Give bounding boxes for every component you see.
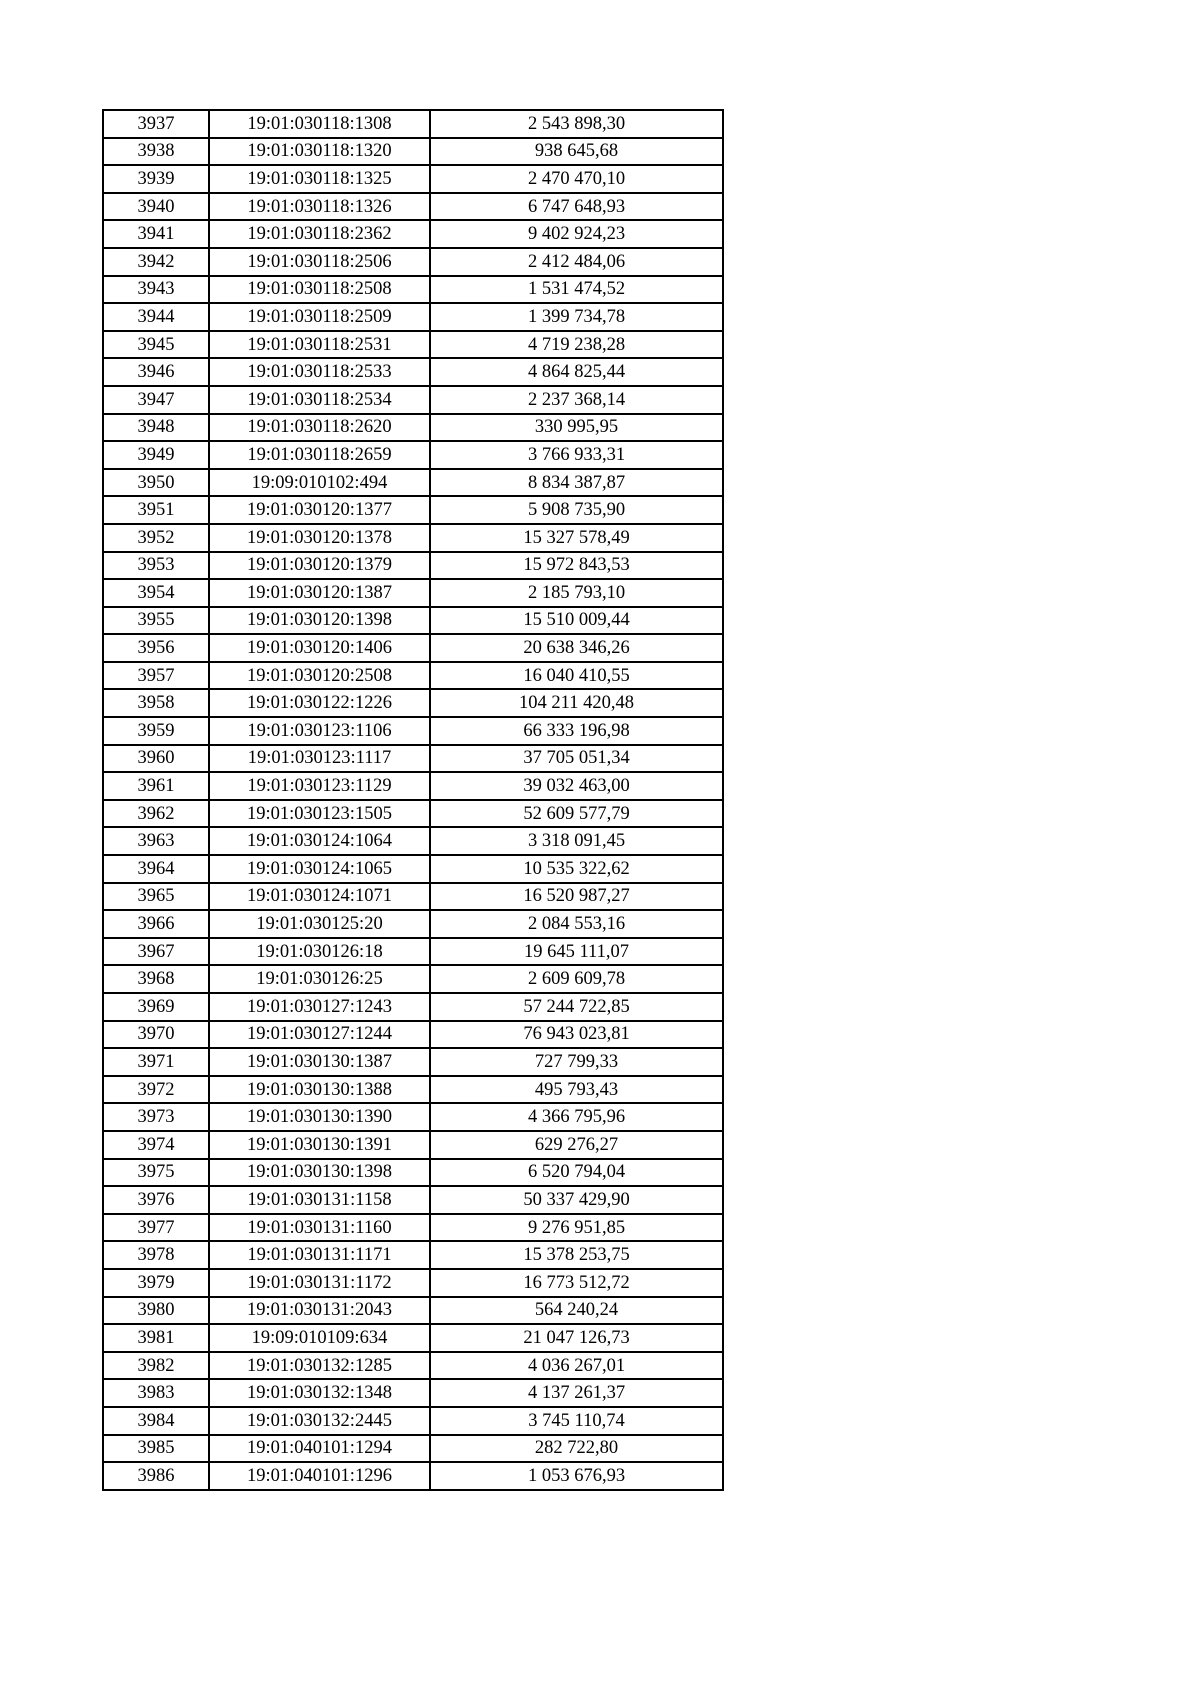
table-row — [103, 331, 723, 359]
row-number-cell: 3951 — [103, 496, 209, 524]
table-row — [103, 165, 723, 193]
cadastral-value-cell: 282 722,80 — [430, 1435, 723, 1463]
cadastral-number-cell: 19:01:030123:1505 — [209, 800, 430, 828]
cadastral-number-cell: 19:01:030120:1377 — [209, 496, 430, 524]
table-body — [103, 110, 723, 1490]
cadastral-value-cell: 5 908 735,90 — [430, 496, 723, 524]
cadastral-number-cell: 19:01:030118:2509 — [209, 303, 430, 331]
cadastral-number-cell: 19:01:030131:1158 — [209, 1186, 430, 1214]
cadastral-value-cell: 727 799,33 — [430, 1048, 723, 1076]
table-row — [103, 552, 723, 580]
cadastral-value-cell: 57 244 722,85 — [430, 993, 723, 1021]
cadastral-value-cell: 15 378 253,75 — [430, 1241, 723, 1269]
cadastral-number-cell: 19:01:030127:1243 — [209, 993, 430, 1021]
cadastral-number-cell: 19:01:030123:1117 — [209, 745, 430, 773]
row-number-cell: 3943 — [103, 276, 209, 304]
cadastral-number-cell: 19:01:030118:2362 — [209, 220, 430, 248]
cadastral-number-cell: 19:01:030118:2620 — [209, 414, 430, 442]
row-number-cell: 3985 — [103, 1435, 209, 1463]
table-row — [103, 469, 723, 497]
cadastral-number-cell: 19:01:030125:20 — [209, 910, 430, 938]
cadastral-value-cell: 8 834 387,87 — [430, 469, 723, 497]
table-row — [103, 1407, 723, 1435]
cadastral-number-cell: 19:01:030124:1071 — [209, 883, 430, 911]
cadastral-number-cell: 19:01:030132:2445 — [209, 1407, 430, 1435]
table-row — [103, 1269, 723, 1297]
row-number-cell: 3944 — [103, 303, 209, 331]
table-row — [103, 1103, 723, 1131]
cadastral-value-cell: 39 032 463,00 — [430, 772, 723, 800]
cadastral-number-cell: 19:01:030120:1387 — [209, 579, 430, 607]
row-number-cell: 3969 — [103, 993, 209, 1021]
cadastral-value-cell: 4 036 267,01 — [430, 1352, 723, 1380]
table-row — [103, 1379, 723, 1407]
row-number-cell: 3937 — [103, 110, 209, 138]
cadastral-value-cell: 495 793,43 — [430, 1076, 723, 1104]
row-number-cell: 3947 — [103, 386, 209, 414]
row-number-cell: 3982 — [103, 1352, 209, 1380]
table-row — [103, 579, 723, 607]
cadastral-number-cell: 19:01:030132:1285 — [209, 1352, 430, 1380]
row-number-cell: 3965 — [103, 883, 209, 911]
row-number-cell: 3980 — [103, 1297, 209, 1325]
row-number-cell: 3972 — [103, 1076, 209, 1104]
cadastral-value-cell: 50 337 429,90 — [430, 1186, 723, 1214]
table-row — [103, 855, 723, 883]
cadastral-number-cell: 19:01:030130:1388 — [209, 1076, 430, 1104]
cadastral-number-cell: 19:01:030127:1244 — [209, 1021, 430, 1049]
table-row — [103, 1159, 723, 1187]
cadastral-value-cell: 66 333 196,98 — [430, 717, 723, 745]
row-number-cell: 3963 — [103, 827, 209, 855]
row-number-cell: 3953 — [103, 552, 209, 580]
cadastral-number-cell: 19:01:030118:2531 — [209, 331, 430, 359]
cadastral-number-cell: 19:01:030131:1172 — [209, 1269, 430, 1297]
cadastral-value-cell: 52 609 577,79 — [430, 800, 723, 828]
row-number-cell: 3957 — [103, 662, 209, 690]
cadastral-value-cell: 1 053 676,93 — [430, 1462, 723, 1490]
cadastral-number-cell: 19:01:030124:1064 — [209, 827, 430, 855]
cadastral-number-cell: 19:01:030124:1065 — [209, 855, 430, 883]
row-number-cell: 3959 — [103, 717, 209, 745]
cadastral-number-cell: 19:09:010102:494 — [209, 469, 430, 497]
cadastral-value-cell: 104 211 420,48 — [430, 689, 723, 717]
table-row — [103, 717, 723, 745]
table-row — [103, 745, 723, 773]
table-row — [103, 689, 723, 717]
table-row — [103, 827, 723, 855]
cadastral-value-cell: 938 645,68 — [430, 138, 723, 166]
cadastral-number-cell: 19:01:030131:1160 — [209, 1214, 430, 1242]
table-row — [103, 496, 723, 524]
table-row — [103, 303, 723, 331]
cadastral-number-cell: 19:09:010109:634 — [209, 1324, 430, 1352]
cadastral-value-cell: 16 773 512,72 — [430, 1269, 723, 1297]
row-number-cell: 3938 — [103, 138, 209, 166]
table-row — [103, 110, 723, 138]
table-row — [103, 800, 723, 828]
row-number-cell: 3949 — [103, 441, 209, 469]
cadastral-value-cell: 4 719 238,28 — [430, 331, 723, 359]
cadastral-value-cell: 20 638 346,26 — [430, 634, 723, 662]
table-row — [103, 524, 723, 552]
cadastral-value-cell: 76 943 023,81 — [430, 1021, 723, 1049]
table-row — [103, 1324, 723, 1352]
table-row — [103, 883, 723, 911]
cadastral-value-cell: 1 399 734,78 — [430, 303, 723, 331]
table-row — [103, 965, 723, 993]
cadastral-value-cell: 15 972 843,53 — [430, 552, 723, 580]
row-number-cell: 3956 — [103, 634, 209, 662]
cadastral-value-cell: 2 084 553,16 — [430, 910, 723, 938]
cadastral-number-cell: 19:01:030122:1226 — [209, 689, 430, 717]
row-number-cell: 3940 — [103, 193, 209, 221]
cadastral-value-cell: 19 645 111,07 — [430, 938, 723, 966]
table-row — [103, 193, 723, 221]
cadastral-value-cell: 4 366 795,96 — [430, 1103, 723, 1131]
table-row — [103, 1048, 723, 1076]
row-number-cell: 3975 — [103, 1159, 209, 1187]
cadastral-number-cell: 19:01:030118:2533 — [209, 358, 430, 386]
cadastral-number-cell: 19:01:030118:1308 — [209, 110, 430, 138]
cadastral-number-cell: 19:01:030120:1378 — [209, 524, 430, 552]
cadastral-number-cell: 19:01:040101:1294 — [209, 1435, 430, 1463]
row-number-cell: 3973 — [103, 1103, 209, 1131]
cadastral-number-cell: 19:01:030118:1326 — [209, 193, 430, 221]
cadastral-value-cell: 2 609 609,78 — [430, 965, 723, 993]
table-row — [103, 1214, 723, 1242]
cadastral-value-cell: 629 276,27 — [430, 1131, 723, 1159]
row-number-cell: 3950 — [103, 469, 209, 497]
row-number-cell: 3958 — [103, 689, 209, 717]
table-row — [103, 1131, 723, 1159]
cadastral-value-cell: 15 510 009,44 — [430, 607, 723, 635]
cadastral-number-cell: 19:01:030118:2506 — [209, 248, 430, 276]
row-number-cell: 3966 — [103, 910, 209, 938]
row-number-cell: 3939 — [103, 165, 209, 193]
cadastral-value-cell: 3 766 933,31 — [430, 441, 723, 469]
cadastral-number-cell: 19:01:040101:1296 — [209, 1462, 430, 1490]
cadastral-value-cell: 15 327 578,49 — [430, 524, 723, 552]
cadastral-number-cell: 19:01:030120:1406 — [209, 634, 430, 662]
table-row — [103, 1241, 723, 1269]
row-number-cell: 3977 — [103, 1214, 209, 1242]
cadastral-value-cell: 1 531 474,52 — [430, 276, 723, 304]
cadastral-value-cell: 2 543 898,30 — [430, 110, 723, 138]
cadastral-number-cell: 19:01:030130:1390 — [209, 1103, 430, 1131]
table-row — [103, 1021, 723, 1049]
cadastral-number-cell: 19:01:030131:1171 — [209, 1241, 430, 1269]
row-number-cell: 3960 — [103, 745, 209, 773]
cadastral-value-cell: 564 240,24 — [430, 1297, 723, 1325]
cadastral-number-cell: 19:01:030118:1320 — [209, 138, 430, 166]
table-row — [103, 938, 723, 966]
cadastral-value-cell: 9 402 924,23 — [430, 220, 723, 248]
row-number-cell: 3971 — [103, 1048, 209, 1076]
table-row — [103, 248, 723, 276]
row-number-cell: 3945 — [103, 331, 209, 359]
row-number-cell: 3978 — [103, 1241, 209, 1269]
cadastral-number-cell: 19:01:030130:1391 — [209, 1131, 430, 1159]
row-number-cell: 3984 — [103, 1407, 209, 1435]
row-number-cell: 3981 — [103, 1324, 209, 1352]
table-row — [103, 276, 723, 304]
cadastral-value-cell: 3 745 110,74 — [430, 1407, 723, 1435]
cadastral-number-cell: 19:01:030131:2043 — [209, 1297, 430, 1325]
row-number-cell: 3967 — [103, 938, 209, 966]
table-row — [103, 358, 723, 386]
cadastral-number-cell: 19:01:030120:1379 — [209, 552, 430, 580]
row-number-cell: 3964 — [103, 855, 209, 883]
row-number-cell: 3942 — [103, 248, 209, 276]
table-row — [103, 1076, 723, 1104]
row-number-cell: 3979 — [103, 1269, 209, 1297]
row-number-cell: 3970 — [103, 1021, 209, 1049]
row-number-cell: 3968 — [103, 965, 209, 993]
cadastral-value-cell: 3 318 091,45 — [430, 827, 723, 855]
cadastral-number-cell: 19:01:030123:1129 — [209, 772, 430, 800]
cadastral-value-cell: 21 047 126,73 — [430, 1324, 723, 1352]
cadastral-value-table — [102, 109, 724, 1491]
table-row — [103, 772, 723, 800]
cadastral-value-cell: 16 520 987,27 — [430, 883, 723, 911]
row-number-cell: 3952 — [103, 524, 209, 552]
cadastral-value-cell: 2 237 368,14 — [430, 386, 723, 414]
row-number-cell: 3983 — [103, 1379, 209, 1407]
cadastral-number-cell: 19:01:030120:1398 — [209, 607, 430, 635]
table-row — [103, 910, 723, 938]
cadastral-value-cell: 10 535 322,62 — [430, 855, 723, 883]
cadastral-value-cell: 6 747 648,93 — [430, 193, 723, 221]
table-row — [103, 386, 723, 414]
row-number-cell: 3986 — [103, 1462, 209, 1490]
row-number-cell: 3974 — [103, 1131, 209, 1159]
table-row — [103, 1435, 723, 1463]
row-number-cell: 3961 — [103, 772, 209, 800]
table-row — [103, 414, 723, 442]
row-number-cell: 3976 — [103, 1186, 209, 1214]
cadastral-value-cell: 4 864 825,44 — [430, 358, 723, 386]
table-row — [103, 1352, 723, 1380]
row-number-cell: 3954 — [103, 579, 209, 607]
cadastral-number-cell: 19:01:030118:1325 — [209, 165, 430, 193]
row-number-cell: 3948 — [103, 414, 209, 442]
cadastral-number-cell: 19:01:030126:18 — [209, 938, 430, 966]
cadastral-number-cell: 19:01:030118:2659 — [209, 441, 430, 469]
cadastral-value-cell: 2 470 470,10 — [430, 165, 723, 193]
table-row — [103, 634, 723, 662]
cadastral-value-cell: 2 412 484,06 — [430, 248, 723, 276]
row-number-cell: 3946 — [103, 358, 209, 386]
cadastral-number-cell: 19:01:030130:1387 — [209, 1048, 430, 1076]
cadastral-value-cell: 4 137 261,37 — [430, 1379, 723, 1407]
table-row — [103, 607, 723, 635]
table-row — [103, 138, 723, 166]
cadastral-number-cell: 19:01:030118:2508 — [209, 276, 430, 304]
cadastral-value-cell: 37 705 051,34 — [430, 745, 723, 773]
cadastral-value-cell: 16 040 410,55 — [430, 662, 723, 690]
row-number-cell: 3941 — [103, 220, 209, 248]
cadastral-number-cell: 19:01:030120:2508 — [209, 662, 430, 690]
table-row — [103, 1462, 723, 1490]
table-row — [103, 220, 723, 248]
cadastral-value-cell: 2 185 793,10 — [430, 579, 723, 607]
table-row — [103, 441, 723, 469]
cadastral-number-cell: 19:01:030132:1348 — [209, 1379, 430, 1407]
table-row — [103, 1186, 723, 1214]
cadastral-value-cell: 6 520 794,04 — [430, 1159, 723, 1187]
cadastral-value-cell: 330 995,95 — [430, 414, 723, 442]
cadastral-number-cell: 19:01:030130:1398 — [209, 1159, 430, 1187]
table-row — [103, 1297, 723, 1325]
cadastral-number-cell: 19:01:030123:1106 — [209, 717, 430, 745]
table-row — [103, 662, 723, 690]
table-row — [103, 993, 723, 1021]
cadastral-number-cell: 19:01:030118:2534 — [209, 386, 430, 414]
row-number-cell: 3955 — [103, 607, 209, 635]
cadastral-number-cell: 19:01:030126:25 — [209, 965, 430, 993]
row-number-cell: 3962 — [103, 800, 209, 828]
cadastral-value-cell: 9 276 951,85 — [430, 1214, 723, 1242]
